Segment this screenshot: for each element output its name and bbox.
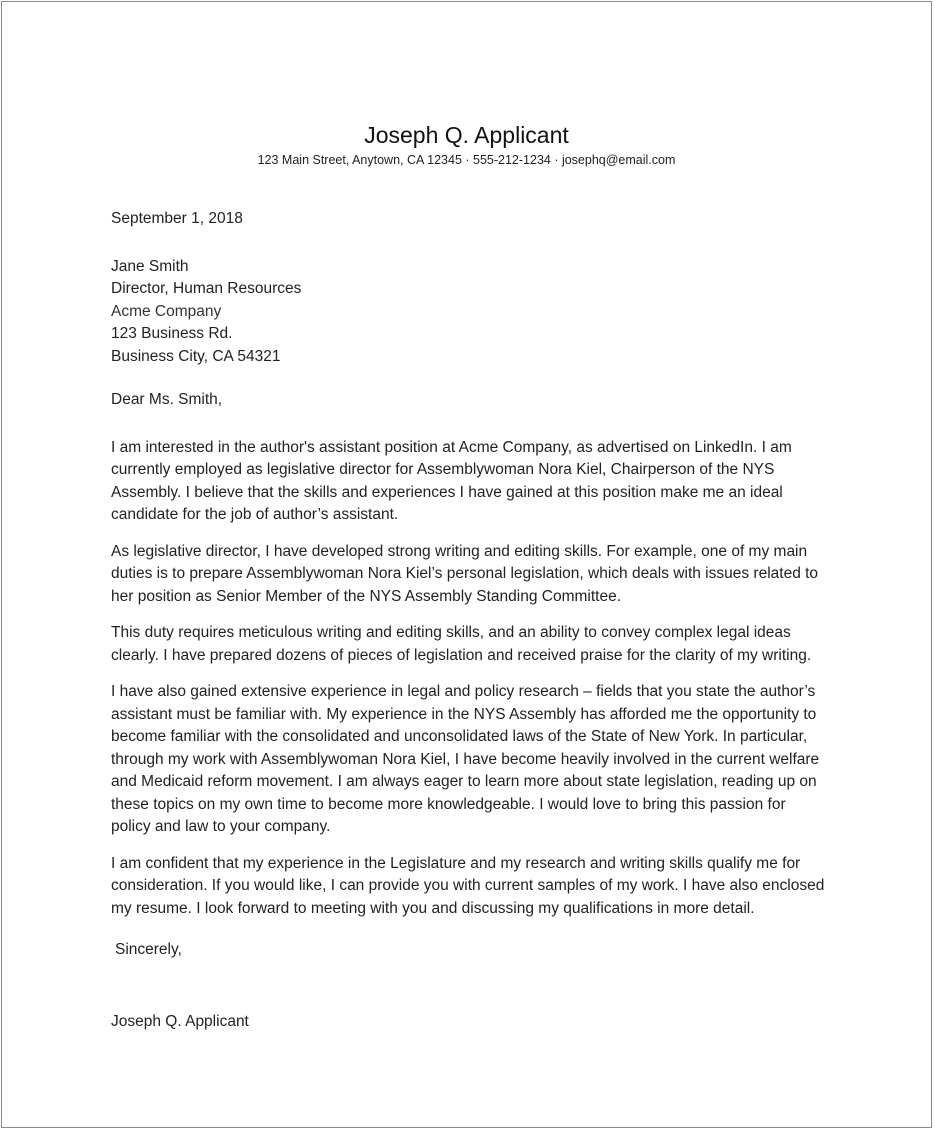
closing: Sincerely,: [115, 941, 182, 958]
body-paragraph-3: This duty requires meticulous writing and editing skills, and an ability to convey complex legal ideas clearly. I have prepared dozens of pieces of legislation and received praise for the clarity of my writing.: [111, 624, 812, 664]
letter-date: September 1, 2018: [111, 210, 243, 227]
recipient-street: 123 Business Rd.: [111, 325, 233, 342]
body-paragraph-4: I have also gained extensive experience in legal and policy research – fields that you state the author’s assistant must be familiar with. My experience in the NYS Assembly has afforded me the opportunity to become familiar with the consolidated and unconsolidated laws of the State of New York. In particular, through my work with Assemblywoman Nora Kiel, I have become heavily involved in the current welfare and Medicaid reform movement. I am always eager to learn more about state legislation, reading up on these topics on my own time to become more knowledgeable. I would love to bring this passion for policy and law to your company.: [111, 683, 820, 835]
recipient-title: Director, Human Resources: [111, 280, 302, 297]
recipient-city: Business City, CA 54321: [111, 347, 281, 365]
body-paragraph-1: I am interested in the author's assistant position at Acme Company, as advertised on LinkedIn. I am currently employed as legislative director for Assemblywoman Nora Kiel, Chairperson of the NYS Assembly. I believe that the skills and experiences I have gained at this position make me an ideal candidate for the job of author’s assistant.: [111, 438, 792, 523]
letter-body: [111, 208, 827, 1033]
recipient-name: Jane Smith: [111, 257, 189, 275]
letter-header: [2, 120, 931, 169]
sender-contact-line: 123 Main Street, Anytown, CA 12345 · 555-212-1234 · josephq@email.com: [257, 153, 676, 167]
sender-name: Joseph Q. Applicant: [364, 122, 569, 148]
signature-name: Joseph Q. Applicant: [111, 1012, 249, 1030]
recipient-address: [111, 256, 827, 369]
body-paragraph-2: As legislative director, I have developed strong writing and editing skills. For example, one of my main duties is to prepare Assemblywoman Nora Kiel’s personal legislation, which deals with issues related to her position as Senior Member of the NYS Assembly Standing Committee.: [111, 542, 819, 605]
recipient-company: Acme Company: [111, 302, 222, 320]
salutation: Dear Ms. Smith,: [111, 391, 223, 408]
body-paragraph-5: I am confident that my experience in the Legislature and my research and writing skills qualify me for consideration. If you would like, I can provide you with current samples of my work. I have also enclosed my resume. I look forward to meeting with you and discussing my qualifications in more detail.: [111, 854, 825, 917]
letter-page: [1, 1, 932, 1128]
